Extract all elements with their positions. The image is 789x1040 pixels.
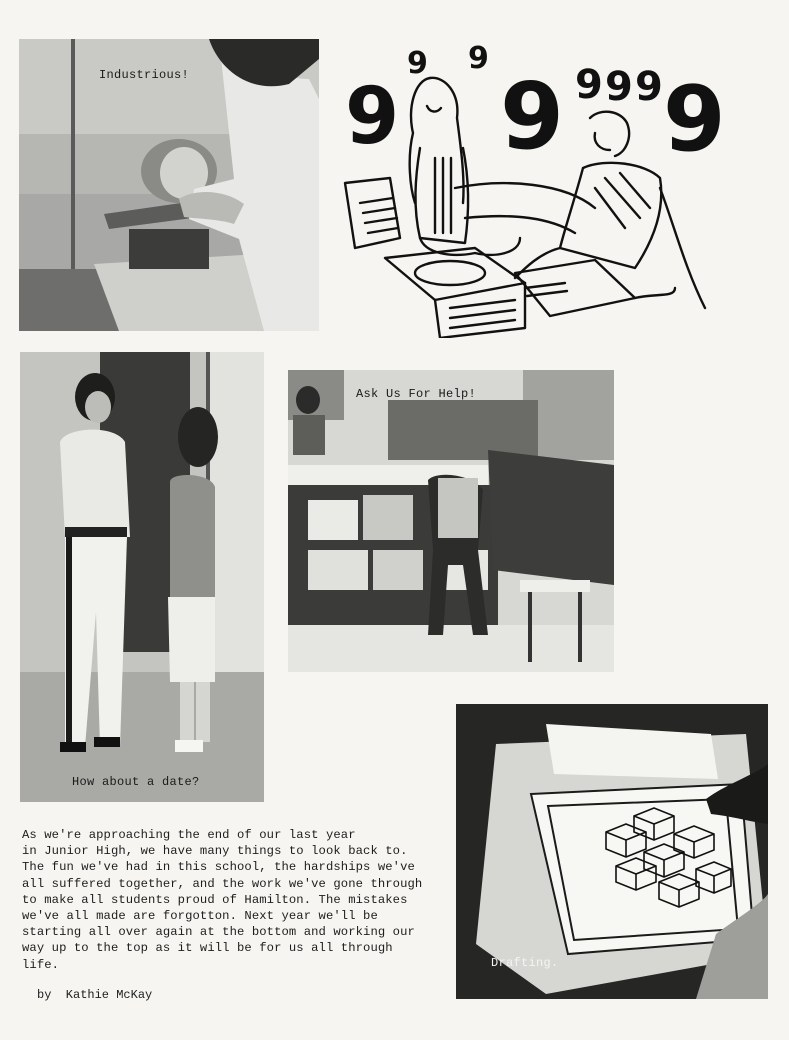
drafting-photo-image	[456, 704, 768, 999]
photo-drafting	[456, 704, 768, 999]
caption-industrious: Industrious!	[99, 68, 190, 82]
caption-date: How about a date?	[72, 775, 200, 789]
nine-glyph: 9	[663, 67, 720, 172]
nine-glyph: 9	[407, 46, 428, 81]
library-photo-image	[288, 370, 614, 672]
photo-industrious	[19, 39, 319, 331]
caption-ask-us: Ask Us For Help!	[356, 387, 477, 401]
doodle-illustration	[335, 38, 720, 338]
photo-library	[288, 370, 614, 672]
students-doodle	[335, 38, 720, 338]
caption-drafting: Drafting.	[491, 956, 559, 970]
nine-glyph: 9	[575, 62, 603, 108]
article-byline: by Kathie McKay	[37, 988, 153, 1002]
nine-glyph: 9	[635, 64, 663, 110]
nine-glyph: 9	[605, 64, 633, 110]
nine-glyph: 9	[468, 41, 489, 76]
hallway-photo-image	[20, 352, 264, 802]
nine-glyph: 9	[345, 72, 400, 162]
photo-date	[20, 352, 264, 802]
article-body: As we're approaching the end of our last year in Junior High, we have many things to look back to. The fun we've had in this school, the hardships we've all suffered together, and the work we've gone through to make all students proud of Hamilton. The mistakes we've all made are forgotton. Next year we'll be starting all over again at the bottom and working our way up to the top as it will be for us all through life.	[22, 828, 423, 972]
nine-glyph: 9	[500, 63, 565, 170]
lathe-photo-image	[19, 39, 319, 331]
